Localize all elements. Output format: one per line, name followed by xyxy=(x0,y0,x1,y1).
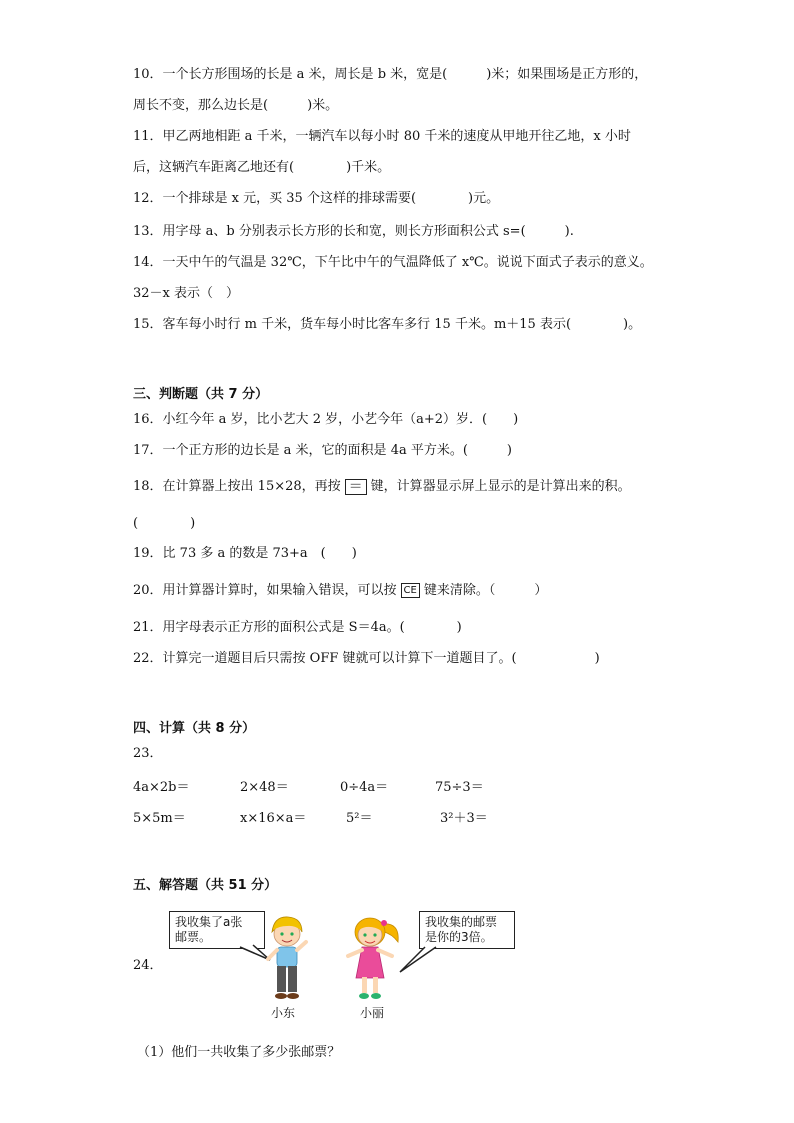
calc-item: 3²＋3＝ xyxy=(440,811,488,826)
girl-illustration xyxy=(340,914,404,1006)
question-10-line-1: 10．一个长方形围场的长是 a 米，周长是 b 米，宽是( )米；如果围场是正方形的， xyxy=(133,67,648,82)
question-18-blank: ( ) xyxy=(133,516,196,531)
calc-item: x×16×a＝ xyxy=(240,811,307,826)
question-12: 12．一个排球是 x 元，买 35 个这样的排球需要( )元。 xyxy=(133,191,500,206)
question-20-text-before: 20．用计算器计算时，如果输入错误，可以按 xyxy=(133,583,397,598)
question-19: 19．比 73 多 a 的数是 73+a ( ) xyxy=(133,546,357,561)
question-18-text-after: 键，计算器显示屏上显示的是计算出来的积。 xyxy=(370,479,631,494)
calc-item: 75÷3＝ xyxy=(435,780,484,795)
question-20-text-after: 键来清除。（ ） xyxy=(423,583,548,598)
bubble-girl-line-2: 是你的3倍。 xyxy=(425,930,493,944)
section-heading-compute: 四、计算（共 8 分） xyxy=(133,721,256,736)
question-13: 13．用字母 a、b 分别表示长方形的长和宽，则长方形面积公式 s=( ). xyxy=(133,224,574,239)
question-14-line-1: 14．一天中午的气温是 32℃，下午比中午的气温降低了 x℃。说说下面式子表示的意义。 xyxy=(133,255,653,270)
question-22: 22．计算完一道题目后只需按 OFF 键就可以计算下一道题目了。( ) xyxy=(133,651,600,666)
question-24-sub-1: （1）他们一共收集了多少张邮票？ xyxy=(137,1045,341,1060)
equals-key-icon: ＝ xyxy=(345,479,367,495)
girl-name-label: 小丽 xyxy=(360,1006,385,1020)
calc-item: 4a×2b＝ xyxy=(133,780,190,795)
calc-item: 5×5m＝ xyxy=(133,811,186,826)
bubble-boy-line-2: 邮票。 xyxy=(175,930,212,944)
question-11-line-1: 11．甲乙两地相距 a 千米，一辆汽车以每小时 80 千米的速度从甲地开往乙地，x 小时 xyxy=(133,129,631,144)
question-17: 17．一个正方形的边长是 a 米，它的面积是 4a 平方米。( ) xyxy=(133,443,512,458)
question-15: 15．客车每小时行 m 千米，货车每小时比客车多行 15 千米。m＋15 表示( )。 xyxy=(133,317,642,332)
calc-item: 0÷4a＝ xyxy=(340,780,389,795)
question-23-number: 23． xyxy=(133,746,163,761)
girl-bubble-tail xyxy=(400,947,436,972)
question-24-number: 24． xyxy=(133,958,163,973)
ce-key-icon: CE xyxy=(401,583,420,598)
calc-item: 2×48＝ xyxy=(240,780,289,795)
calc-item: 5²＝ xyxy=(346,811,373,826)
bubble-girl-line-1: 我收集的邮票 xyxy=(425,915,498,929)
section-heading-judge: 三、判断题（共 7 分） xyxy=(133,387,269,402)
question-16: 16．小红今年 a 岁，比小艺大 2 岁，小艺今年（a+2）岁．( ) xyxy=(133,412,519,427)
question-10-line-2: 周长不变，那么边长是( )米。 xyxy=(133,98,339,113)
question-21: 21．用字母表示正方形的面积公式是 S＝4a。( ) xyxy=(133,620,462,635)
boy-illustration xyxy=(262,914,312,1006)
question-18-text-before: 18．在计算器上按出 15×28，再按 xyxy=(133,479,341,494)
section-heading-solve: 五、解答题（共 51 分） xyxy=(133,878,278,893)
question-14-line-2: 32－x 表示（ ） xyxy=(133,286,240,301)
question-11-line-2: 后，这辆汽车距离乙地还有( )千米。 xyxy=(133,160,391,175)
boy-name-label: 小东 xyxy=(271,1006,296,1020)
bubble-boy-line-1: 我收集了a张 xyxy=(175,915,243,929)
